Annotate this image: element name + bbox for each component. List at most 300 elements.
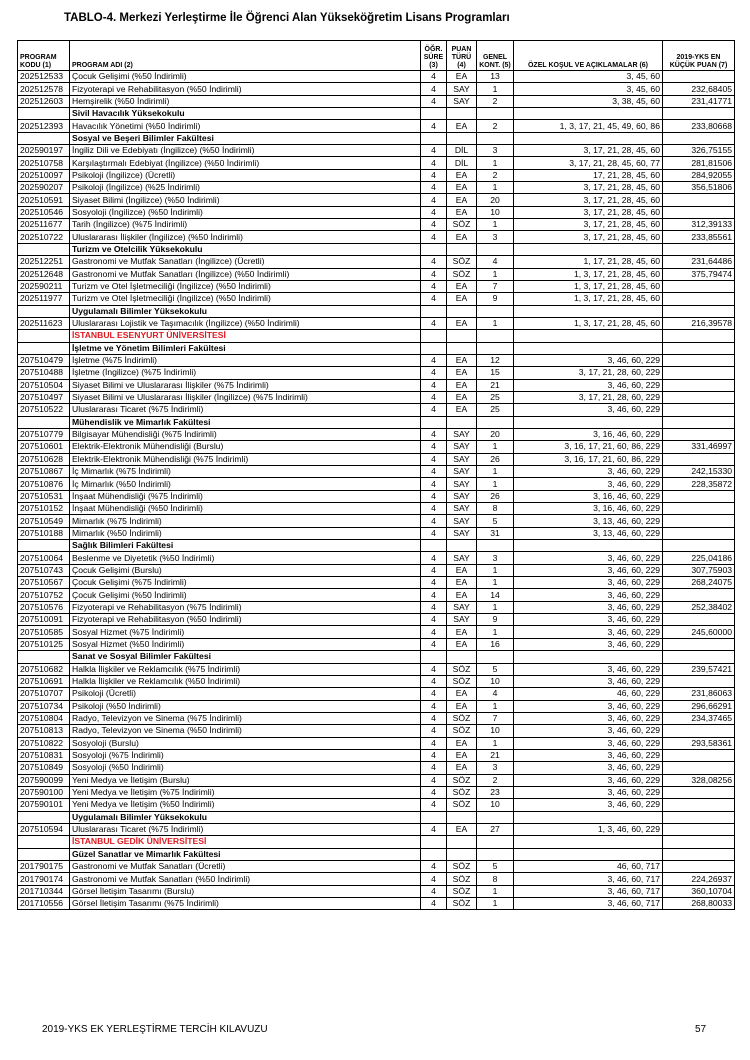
program-score-type: EA (447, 688, 477, 700)
table-row (18, 762, 735, 774)
program-score-type: SÖZ (447, 861, 477, 873)
program-code: 207510497 (18, 391, 70, 403)
program-duration: 4 (421, 280, 447, 292)
empty-cell (447, 330, 477, 342)
program-score-type: EA (447, 182, 477, 194)
table-row (18, 626, 735, 638)
faculty-row (18, 416, 735, 428)
program-quota: 8 (477, 503, 514, 515)
program-code: 207510594 (18, 823, 70, 835)
program-code: 207510849 (18, 762, 70, 774)
program-code: 202511977 (18, 293, 70, 305)
table-row (18, 688, 735, 700)
table-row (18, 453, 735, 465)
table-row (18, 182, 735, 194)
program-name: Psikoloji (İngilizce) (%25 İndirimli) (70, 182, 421, 194)
program-duration: 4 (421, 688, 447, 700)
program-conditions: 3, 17, 21, 28, 45, 60 (514, 145, 663, 157)
program-quota: 10 (477, 206, 514, 218)
table-row (18, 367, 735, 379)
empty-cell (514, 305, 663, 317)
empty-cell (477, 540, 514, 552)
program-code: 207510779 (18, 428, 70, 440)
empty-cell (514, 836, 663, 848)
table-row (18, 885, 735, 897)
empty-cell (18, 305, 70, 317)
program-conditions: 3, 17, 21, 28, 45, 60 (514, 231, 663, 243)
empty-cell (514, 811, 663, 823)
program-quota: 16 (477, 638, 514, 650)
empty-cell (447, 305, 477, 317)
program-duration: 4 (421, 441, 447, 453)
program-duration: 4 (421, 194, 447, 206)
program-conditions: 3, 46, 60, 229 (514, 601, 663, 613)
table-row (18, 873, 735, 885)
program-code: 202511623 (18, 317, 70, 329)
program-name: Sosyoloji (Burslu) (70, 737, 421, 749)
program-code: 207510867 (18, 466, 70, 478)
program-conditions: 46, 60, 717 (514, 861, 663, 873)
program-duration: 4 (421, 503, 447, 515)
program-conditions: 3, 46, 60, 229 (514, 354, 663, 366)
program-duration: 4 (421, 638, 447, 650)
program-name: Tarih (İngilizce) (%75 İndirimli) (70, 219, 421, 231)
program-duration: 4 (421, 823, 447, 835)
program-min-score (663, 725, 735, 737)
program-name: Halkla İlişkiler ve Reklamcılık (%75 İndirimli) (70, 663, 421, 675)
empty-cell (514, 651, 663, 663)
program-score-type: EA (447, 231, 477, 243)
program-code: 207510734 (18, 700, 70, 712)
program-min-score (663, 354, 735, 366)
program-quota: 21 (477, 379, 514, 391)
faculty-row (18, 305, 735, 317)
empty-cell (421, 836, 447, 848)
empty-cell (18, 132, 70, 144)
table-row (18, 700, 735, 712)
program-name: Yeni Medya ve İletişim (%75 İndirimli) (70, 786, 421, 798)
program-name: Gastronomi ve Mutfak Sanatları (%50 İndirimli) (70, 873, 421, 885)
program-duration: 4 (421, 725, 447, 737)
program-duration: 4 (421, 675, 447, 687)
program-min-score: 231,41771 (663, 95, 735, 107)
program-conditions: 3, 16, 46, 60, 229 (514, 428, 663, 440)
program-score-type: SAY (447, 453, 477, 465)
empty-cell (663, 416, 735, 428)
program-quota: 5 (477, 663, 514, 675)
program-code: 202512578 (18, 83, 70, 95)
program-quota: 1 (477, 898, 514, 910)
program-duration: 4 (421, 145, 447, 157)
empty-cell (477, 305, 514, 317)
program-quota: 10 (477, 675, 514, 687)
program-duration: 4 (421, 231, 447, 243)
program-conditions: 1, 3, 46, 60, 229 (514, 823, 663, 835)
program-min-score (663, 638, 735, 650)
program-quota: 10 (477, 725, 514, 737)
program-quota: 2 (477, 774, 514, 786)
empty-cell (447, 836, 477, 848)
program-code: 207510576 (18, 601, 70, 613)
program-score-type: EA (447, 120, 477, 132)
program-min-score (663, 823, 735, 835)
program-score-type: SÖZ (447, 725, 477, 737)
program-name: Elektrik-Elektronik Mühendisliği (%75 İndirimli) (70, 453, 421, 465)
program-quota: 26 (477, 490, 514, 502)
table-row (18, 564, 735, 576)
program-name: Turizm ve Otel İşletmeciliği (İngilizce) (%50 İndirimli) (70, 293, 421, 305)
empty-cell (663, 305, 735, 317)
empty-cell (447, 848, 477, 860)
program-score-type: SAY (447, 83, 477, 95)
program-quota: 1 (477, 317, 514, 329)
program-duration: 4 (421, 762, 447, 774)
faculty-name: Güzel Sanatlar ve Mimarlık Fakültesi (70, 848, 421, 860)
program-name: Gastronomi ve Mutfak Sanatları (İngilizce) (Ücretli) (70, 256, 421, 268)
empty-cell (18, 836, 70, 848)
empty-cell (663, 108, 735, 120)
program-conditions: 3, 17, 21, 28, 45, 60, 77 (514, 157, 663, 169)
empty-cell (421, 243, 447, 255)
program-conditions: 3, 17, 21, 28, 60, 229 (514, 391, 663, 403)
program-quota: 23 (477, 786, 514, 798)
program-quota: 1 (477, 885, 514, 897)
program-score-type: EA (447, 589, 477, 601)
program-quota: 9 (477, 614, 514, 626)
program-name: Sosyoloji (%50 İndirimli) (70, 762, 421, 774)
program-quota: 3 (477, 145, 514, 157)
program-score-type: SÖZ (447, 774, 477, 786)
header-duration: ÖĞR. SÜRE (3) (421, 41, 447, 71)
program-min-score (663, 428, 735, 440)
program-duration: 4 (421, 71, 447, 83)
program-duration: 4 (421, 453, 447, 465)
program-score-type: EA (447, 700, 477, 712)
program-min-score (663, 206, 735, 218)
program-code: 207510522 (18, 404, 70, 416)
empty-cell (18, 811, 70, 823)
program-min-score (663, 280, 735, 292)
program-name: Hemşirelik (%50 İndirimli) (70, 95, 421, 107)
program-conditions: 3, 46, 60, 229 (514, 478, 663, 490)
program-duration: 4 (421, 120, 447, 132)
table-row (18, 280, 735, 292)
program-min-score (663, 453, 735, 465)
program-duration: 4 (421, 601, 447, 613)
program-conditions: 3, 46, 60, 229 (514, 626, 663, 638)
empty-cell (447, 416, 477, 428)
program-min-score (663, 503, 735, 515)
program-quota: 3 (477, 552, 514, 564)
table-row (18, 527, 735, 539)
program-name: Psikoloji (%50 İndirimli) (70, 700, 421, 712)
program-conditions: 3, 46, 60, 229 (514, 749, 663, 761)
program-duration: 4 (421, 552, 447, 564)
program-quota: 1 (477, 700, 514, 712)
program-name: Radyo, Televizyon ve Sinema (%75 İndirimli) (70, 712, 421, 724)
table-row (18, 638, 735, 650)
program-conditions: 3, 17, 21, 28, 45, 60 (514, 219, 663, 231)
empty-cell (447, 811, 477, 823)
program-name: Fizyoterapi ve Rehabilitasyon (%75 İndirimli) (70, 601, 421, 613)
faculty-name: Turizm ve Otelcilik Yüksekokulu (70, 243, 421, 255)
program-min-score (663, 293, 735, 305)
program-quota: 25 (477, 391, 514, 403)
table-row (18, 391, 735, 403)
program-min-score: 252,38402 (663, 601, 735, 613)
program-code: 202590211 (18, 280, 70, 292)
faculty-name: Sosyal ve Beşeri Bilimler Fakültesi (70, 132, 421, 144)
program-quota: 10 (477, 799, 514, 811)
program-quota: 9 (477, 293, 514, 305)
programs-table (17, 40, 735, 910)
program-score-type: EA (447, 762, 477, 774)
empty-cell (18, 330, 70, 342)
program-code: 201790174 (18, 873, 70, 885)
program-conditions: 3, 46, 60, 229 (514, 799, 663, 811)
program-min-score: 224,26937 (663, 873, 735, 885)
empty-cell (421, 342, 447, 354)
program-code: 207590099 (18, 774, 70, 786)
program-conditions: 3, 46, 60, 229 (514, 404, 663, 416)
program-duration: 4 (421, 663, 447, 675)
program-code: 202512251 (18, 256, 70, 268)
program-name: İç Mimarlık (%75 İndirimli) (70, 466, 421, 478)
program-conditions: 3, 46, 60, 229 (514, 552, 663, 564)
empty-cell (421, 651, 447, 663)
table-row (18, 83, 735, 95)
empty-cell (421, 416, 447, 428)
program-score-type: SAY (447, 552, 477, 564)
program-name: Siyaset Bilimi ve Uluslararası İlişkiler (İngilizce) (%75 İndirimli) (70, 391, 421, 403)
program-name: Sosyoloji (%75 İndirimli) (70, 749, 421, 761)
program-conditions: 3, 46, 60, 229 (514, 589, 663, 601)
program-code: 207510188 (18, 527, 70, 539)
program-quota: 5 (477, 515, 514, 527)
program-score-type: EA (447, 577, 477, 589)
program-code: 202510097 (18, 169, 70, 181)
empty-cell (514, 132, 663, 144)
program-quota: 4 (477, 688, 514, 700)
program-code: 201710556 (18, 898, 70, 910)
program-score-type: SAY (447, 95, 477, 107)
faculty-name: Sağlık Bilimleri Fakültesi (70, 540, 421, 552)
faculty-row (18, 243, 735, 255)
program-name: Elektrik-Elektronik Mühendisliği (Burslu) (70, 441, 421, 453)
empty-cell (18, 848, 70, 860)
program-duration: 4 (421, 219, 447, 231)
empty-cell (477, 836, 514, 848)
university-name: İSTANBUL ESENYURT ÜNİVERSİTESİ (70, 330, 421, 342)
program-code: 202511677 (18, 219, 70, 231)
table-row (18, 268, 735, 280)
table-row (18, 898, 735, 910)
program-duration: 4 (421, 700, 447, 712)
program-conditions: 3, 46, 60, 717 (514, 873, 663, 885)
program-score-type: SAY (447, 601, 477, 613)
empty-cell (477, 132, 514, 144)
table-row (18, 317, 735, 329)
table-row (18, 194, 735, 206)
program-code: 207510707 (18, 688, 70, 700)
program-code: 202512603 (18, 95, 70, 107)
program-name: Fizyoterapi ve Rehabilitasyon (%50 İndirimli) (70, 614, 421, 626)
empty-cell (421, 132, 447, 144)
header-quota: GENEL KONT. (5) (477, 41, 514, 71)
program-duration: 4 (421, 898, 447, 910)
program-min-score: 307,75903 (663, 564, 735, 576)
program-quota: 12 (477, 354, 514, 366)
program-min-score: 281,81506 (663, 157, 735, 169)
faculty-row (18, 811, 735, 823)
program-min-score (663, 194, 735, 206)
program-name: Görsel İletişim Tasarımı (Burslu) (70, 885, 421, 897)
program-min-score (663, 379, 735, 391)
program-score-type: EA (447, 404, 477, 416)
program-min-score (663, 675, 735, 687)
program-min-score (663, 749, 735, 761)
empty-cell (514, 243, 663, 255)
program-name: Gastronomi ve Mutfak Sanatları (İngilizce) (%50 İndirimli) (70, 268, 421, 280)
program-duration: 4 (421, 317, 447, 329)
program-quota: 25 (477, 404, 514, 416)
program-quota: 1 (477, 626, 514, 638)
program-code: 202510758 (18, 157, 70, 169)
program-duration: 4 (421, 861, 447, 873)
program-name: Beslenme ve Diyetetik (%50 İndirimli) (70, 552, 421, 564)
empty-cell (447, 540, 477, 552)
program-min-score (663, 367, 735, 379)
header-min-score: 2019-YKS EN KÜÇÜK PUAN (7) (663, 41, 735, 71)
program-code: 207510488 (18, 367, 70, 379)
program-name: Çocuk Gelişimi (%50 İndirimli) (70, 589, 421, 601)
program-min-score: 245,60000 (663, 626, 735, 638)
program-quota: 13 (477, 71, 514, 83)
program-name: Uluslararası Ticaret (%75 İndirimli) (70, 823, 421, 835)
table-row (18, 737, 735, 749)
program-conditions: 3, 13, 46, 60, 229 (514, 527, 663, 539)
program-code: 207510549 (18, 515, 70, 527)
table-row (18, 712, 735, 724)
program-duration: 4 (421, 379, 447, 391)
empty-cell (663, 330, 735, 342)
program-duration: 4 (421, 391, 447, 403)
program-code: 207510822 (18, 737, 70, 749)
program-min-score: 331,46997 (663, 441, 735, 453)
program-code: 202510722 (18, 231, 70, 243)
empty-cell (18, 651, 70, 663)
program-score-type: SÖZ (447, 898, 477, 910)
program-conditions: 3, 13, 46, 60, 229 (514, 515, 663, 527)
program-duration: 4 (421, 354, 447, 366)
program-name: Görsel İletişim Tasarımı (%75 İndirimli) (70, 898, 421, 910)
program-code: 207510628 (18, 453, 70, 465)
program-score-type: EA (447, 367, 477, 379)
program-conditions: 3, 46, 60, 229 (514, 466, 663, 478)
program-code: 207510479 (18, 354, 70, 366)
program-score-type: SÖZ (447, 256, 477, 268)
empty-cell (18, 416, 70, 428)
program-quota: 3 (477, 762, 514, 774)
program-conditions: 3, 46, 60, 229 (514, 774, 663, 786)
program-score-type: EA (447, 206, 477, 218)
program-code: 207510531 (18, 490, 70, 502)
empty-cell (477, 651, 514, 663)
header-program-code: PROGRAM KODU (1) (18, 41, 70, 71)
program-min-score: 225,04186 (663, 552, 735, 564)
program-code: 207510804 (18, 712, 70, 724)
table-row (18, 71, 735, 83)
program-name: Siyaset Bilimi (İngilizce) (%50 İndirimli) (70, 194, 421, 206)
program-min-score (663, 527, 735, 539)
program-min-score: 232,68405 (663, 83, 735, 95)
program-score-type: SÖZ (447, 873, 477, 885)
program-name: İç Mimarlık (%50 İndirimli) (70, 478, 421, 490)
table-row (18, 145, 735, 157)
program-quota: 15 (477, 367, 514, 379)
empty-cell (514, 330, 663, 342)
program-score-type: EA (447, 71, 477, 83)
program-duration: 4 (421, 589, 447, 601)
program-min-score: 312,39133 (663, 219, 735, 231)
program-conditions: 3, 46, 60, 229 (514, 762, 663, 774)
program-code: 207590100 (18, 786, 70, 798)
program-score-type: EA (447, 169, 477, 181)
program-quota: 1 (477, 157, 514, 169)
empty-cell (477, 848, 514, 860)
program-quota: 1 (477, 83, 514, 95)
program-quota: 5 (477, 861, 514, 873)
program-quota: 1 (477, 478, 514, 490)
program-quota: 1 (477, 737, 514, 749)
program-conditions: 3, 46, 60, 229 (514, 564, 663, 576)
table-row (18, 379, 735, 391)
empty-cell (663, 243, 735, 255)
program-code: 207510876 (18, 478, 70, 490)
table-row (18, 478, 735, 490)
program-conditions: 3, 45, 60 (514, 71, 663, 83)
university-row (18, 836, 735, 848)
program-name: Çocuk Gelişimi (%50 İndirimli) (70, 71, 421, 83)
program-duration: 4 (421, 774, 447, 786)
empty-cell (477, 243, 514, 255)
program-conditions: 3, 17, 21, 28, 60, 229 (514, 367, 663, 379)
table-row (18, 725, 735, 737)
program-conditions: 3, 46, 60, 229 (514, 663, 663, 675)
program-min-score: 326,75155 (663, 145, 735, 157)
program-code: 207510831 (18, 749, 70, 761)
program-score-type: SAY (447, 614, 477, 626)
program-code: 207510504 (18, 379, 70, 391)
program-conditions: 1, 3, 17, 21, 28, 45, 60 (514, 293, 663, 305)
program-quota: 1 (477, 577, 514, 589)
program-name: İşletme (%75 İndirimli) (70, 354, 421, 366)
empty-cell (447, 132, 477, 144)
program-conditions: 3, 46, 60, 229 (514, 737, 663, 749)
program-quota: 2 (477, 95, 514, 107)
program-code: 207510125 (18, 638, 70, 650)
empty-cell (477, 342, 514, 354)
program-conditions: 1, 3, 17, 21, 45, 49, 60, 86 (514, 120, 663, 132)
program-conditions: 3, 16, 46, 60, 229 (514, 490, 663, 502)
program-name: Psikoloji (İngilizce) (Ücretli) (70, 169, 421, 181)
program-name: İşletme (İngilizce) (%75 İndirimli) (70, 367, 421, 379)
table-row (18, 786, 735, 798)
program-min-score (663, 861, 735, 873)
program-min-score: 228,35872 (663, 478, 735, 490)
program-min-score: 239,57421 (663, 663, 735, 675)
program-conditions: 3, 46, 60, 229 (514, 614, 663, 626)
